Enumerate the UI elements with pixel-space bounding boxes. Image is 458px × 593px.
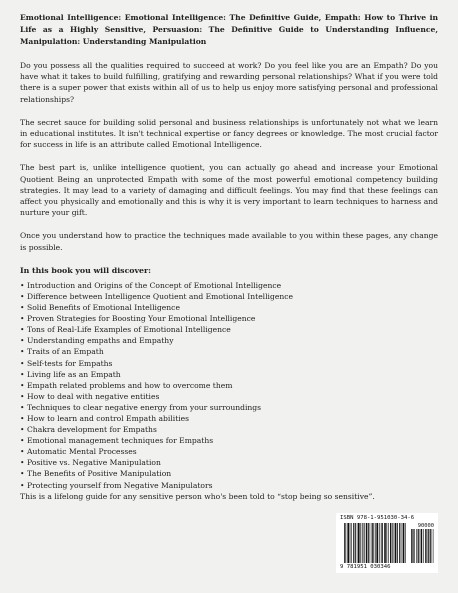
barcode-bar <box>403 523 405 563</box>
barcode-bar <box>350 523 351 563</box>
list-item: • Chakra development for Empaths <box>20 424 438 435</box>
barcode-bar <box>418 529 419 563</box>
isbn-barcode <box>336 513 438 573</box>
barcode-bar <box>401 523 402 563</box>
barcode-bar <box>351 523 352 563</box>
list-item: • Tons of Real-Life Examples of Emotional Intelligence <box>20 324 438 335</box>
barcode-bar <box>372 523 373 563</box>
barcode-bar <box>379 523 380 563</box>
barcode-bar <box>423 529 424 563</box>
barcode-bar <box>397 523 398 563</box>
barcode-bar <box>362 523 363 563</box>
paragraph-4: Once you understand how to practice the techniques made available to you within these pages, any change is possible. <box>20 231 438 252</box>
list-item: • Emotional management techniques for Empaths <box>20 435 438 446</box>
paragraph-3: The best part is, unlike intelligence quotient, you can actually go ahead and increase your Emotional Quotient Being an unprotected Empath with some of the most powerful emotional competency building strategies. It may lead to a variety of damaging and difficult feelings. You may find that these feelings can affect you physically and emotionally and this is why it is very important to learn techniques to harness and nurture your gift. <box>20 163 438 218</box>
list-item: • Introduction and Origins of the Concept of Emotional Intelligence <box>20 280 438 291</box>
barcode-bar <box>392 523 393 563</box>
barcode-bar <box>390 523 391 563</box>
barcode-bar <box>358 523 360 563</box>
barcode-bar <box>368 523 369 563</box>
barcode-bar <box>364 523 365 563</box>
list-item: • Proven Strategies for Boosting Your Emotional Intelligence <box>20 313 438 324</box>
barcode-bar <box>405 523 406 563</box>
book-title: Emotional Intelligence: Emotional Intelligence: The Definitive Guide, Empath: How to Thrive in Life as a Highly Sensitive, Persuasion: The Definitive Guide to Understanding Influence, Manipulation: Understanding Manipulation <box>20 13 438 46</box>
list-item: • Automatic Mental Processes <box>20 446 438 457</box>
list-item: • How to deal with negative entities <box>20 391 438 402</box>
barcode-bar <box>421 529 422 563</box>
barcode-bar <box>382 523 383 563</box>
barcode-bar <box>355 523 356 563</box>
list-item: • Solid Benefits of Emotional Intelligence <box>20 302 438 313</box>
barcode-bar <box>373 523 374 563</box>
list-item: • Positive vs. Negative Manipulation <box>20 457 438 468</box>
barcode-bar <box>394 523 395 563</box>
closing-line: This is a lifelong guide for any sensitive person who's been told to “stop being so sensitive”. <box>20 491 375 501</box>
barcode-bar <box>376 523 378 563</box>
barcode-bar <box>347 523 349 563</box>
barcode-bar <box>411 529 412 563</box>
barcode-bars <box>344 523 406 563</box>
barcode-bar <box>381 523 382 563</box>
barcode-bar <box>366 523 368 563</box>
ean-digits: 9 781951 030346 <box>340 564 391 570</box>
paragraph-1: Do you possess all the qualities required to succeed at work? Do you feel like you are an Empath? Do you have what it takes to build fulfilling, gratifying and rewarding personal relationships? What if you were told there is a super power that exists within all of us to help us enjoy more satisfying personal and professional relationships? <box>20 61 438 104</box>
list-item: • Traits of an Empath <box>20 346 438 357</box>
barcode-bar <box>412 529 413 563</box>
barcode-bar <box>430 529 431 563</box>
barcode-bar <box>414 529 415 563</box>
barcode-bar <box>425 529 426 563</box>
discover-list <box>20 280 438 491</box>
cover-text <box>20 12 438 502</box>
list-item: • Difference between Intelligence Quotient and Emotional Intelligence <box>20 291 438 302</box>
list-item: • Self-tests for Empaths <box>20 358 438 369</box>
price-code: 90000 <box>417 523 434 529</box>
barcode-bar <box>416 529 417 563</box>
barcode-bar <box>345 523 346 563</box>
barcode-bar <box>384 523 386 563</box>
barcode-bar <box>386 523 387 563</box>
list-item: • How to learn and control Empath abilities <box>20 413 438 424</box>
list-item: • Techniques to clear negative energy from your surroundings <box>20 402 438 413</box>
barcode-bar <box>360 523 361 563</box>
barcode-bar <box>428 529 429 563</box>
barcode-bar <box>344 523 345 563</box>
barcode-bar <box>375 523 376 563</box>
barcode-bar <box>353 523 354 563</box>
addon-barcode-bars <box>411 529 434 563</box>
barcode-bar <box>426 529 427 563</box>
list-item: • Empath related problems and how to overcome them <box>20 380 438 391</box>
discover-heading: In this book you will discover: <box>20 265 151 275</box>
barcode-bar <box>370 523 371 563</box>
list-item: • The Benefits of Positive Manipulation <box>20 468 438 479</box>
list-item: • Understanding empaths and Empathy <box>20 335 438 346</box>
paragraph-2: The secret sauce for building solid personal and business relationships is unfortunately not what we learn in educational institutes. It isn't technical expertise or fancy degrees or knowledge. The most crucial factor for success in life is an attribute called Emotional Intelligence. <box>20 117 438 150</box>
barcode-bar <box>395 523 397 563</box>
list-item: • Protecting yourself from Negative Manipulators <box>20 480 438 491</box>
list-item: • Living life as an Empath <box>20 369 438 380</box>
barcode-bar <box>399 523 400 563</box>
barcode-bar <box>357 523 358 563</box>
isbn-label: ISBN 978-1-951030-34-6 <box>340 515 415 521</box>
barcode-bar <box>432 529 433 563</box>
barcode-bar <box>388 523 389 563</box>
barcode-bar <box>420 529 421 563</box>
